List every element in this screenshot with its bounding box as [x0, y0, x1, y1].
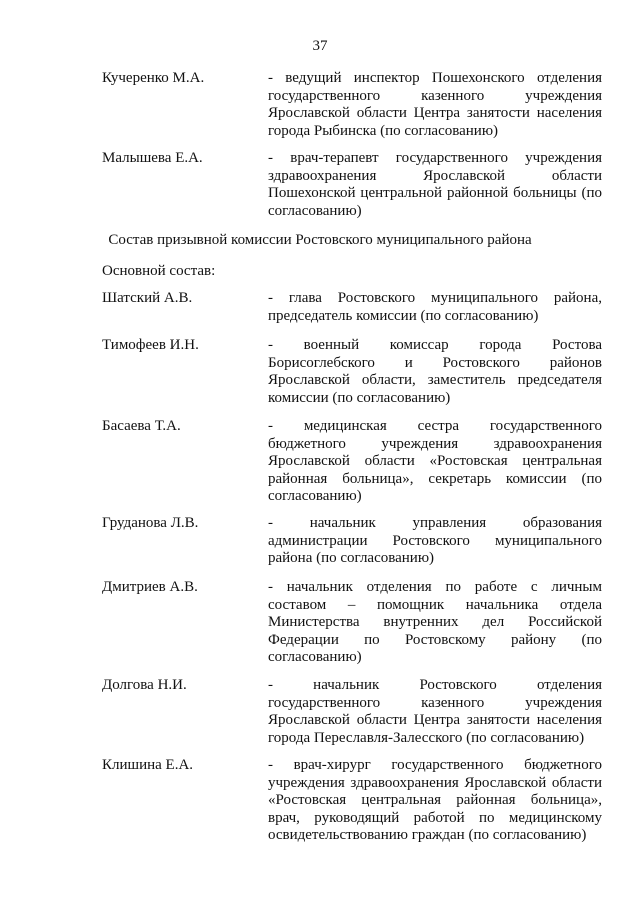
member-name: Басаева Т.А. [102, 418, 181, 434]
member-description: - глава Ростовского муниципального района, председатель комиссии (по согласованию) [268, 290, 602, 324]
member-name: Дмитриев А.В. [102, 579, 198, 595]
member-description: - военный комиссар города Ростова Борисоглебского и Ростовского районов Ярославской области, заместитель председателя комиссии (по согласованию) [268, 337, 602, 406]
member-description: - начальник управления образования администрации Ростовского муниципального района (по согласованию) [268, 515, 602, 566]
member-description: - врач-терапевт государственного учреждения здравоохранения Ярославской области Пошехонской центральной районной больницы (по согласованию) [268, 150, 602, 219]
member-name: Груданова Л.В. [102, 515, 199, 531]
member-name: Клишина Е.А. [102, 757, 194, 773]
member-name: Кучеренко М.А. [102, 70, 205, 86]
member-name: Тимофеев И.Н. [102, 337, 199, 353]
member-description: - ведущий инспектор Пошехонского отделения государственного казенного учреждения Ярославской области Центра занятости населения города Рыбинска (по согласованию) [268, 70, 602, 139]
page-number: 37 [312, 38, 328, 54]
member-name: Долгова Н.И. [102, 677, 187, 693]
member-name: Малышева Е.А. [102, 150, 203, 166]
subsection-label: Основной состав: [102, 263, 216, 279]
member-description: - медицинская сестра государственного бюджетного учреждения здравоохранения Ярославской области «Ростовская центральная районная больница», секретарь комиссии (по согласованию) [268, 418, 602, 504]
member-description: - начальник Ростовского отделения государственного казенного учреждения Ярославской области Центра занятости населения города Переславля-Залесского (по согласованию) [268, 677, 602, 746]
section-heading: Состав призывной комиссии Ростовского муниципального района [108, 232, 532, 248]
member-description: - врач-хирург государственного бюджетного учреждения здравоохранения Ярославской области «Ростовская центральная районная больница», врач, руководящий работой по медицинскому освидетельствованию граждан (по согласованию) [268, 757, 602, 843]
member-description: - начальник отделения по работе с личным составом – помощник начальника отдела Министерства внутренних дел Российской Федерации по Ростовскому району (по согласованию) [268, 579, 602, 665]
member-name: Шатский А.В. [102, 290, 193, 306]
